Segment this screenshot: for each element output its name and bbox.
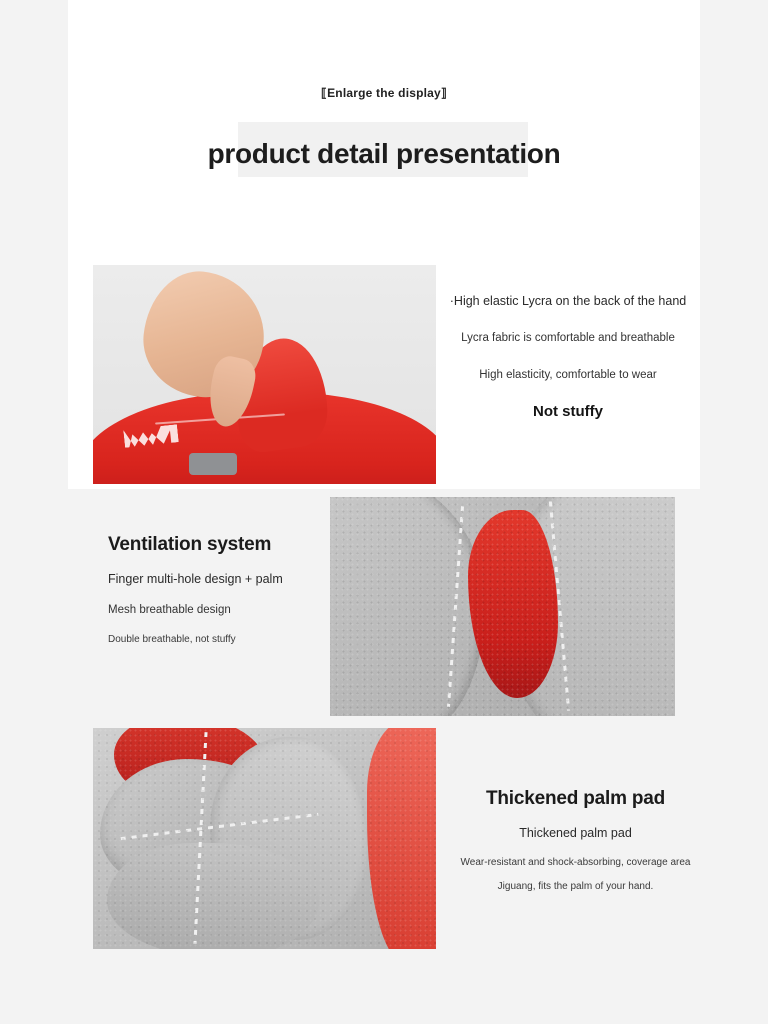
detail-sheet: [68, 0, 700, 1024]
thickened-palm-pad-closeup-photo: [93, 728, 436, 949]
ventilation-text-group: [108, 534, 323, 657]
lycra-line-1: ·High elastic Lycra on the back of the hand: [449, 294, 687, 308]
section-lycra-back: [68, 232, 700, 489]
lycra-highlight: Not stuffy: [533, 403, 603, 421]
palm-pad-text-group: [458, 788, 693, 904]
ventilation-heading: Ventilation system: [108, 534, 272, 555]
section-ventilation: [68, 489, 700, 723]
ventilation-line-2: Mesh breathable design: [108, 604, 231, 617]
hand-stretching-red-glove-back-photo: [93, 265, 436, 484]
lycra-line-2: Lycra fabric is comfortable and breathable: [461, 332, 675, 345]
palm-pad-heading: Thickened palm pad: [485, 788, 666, 809]
grey-suede-red-mesh-closeup-photo: [330, 497, 675, 716]
page-title: product detail presentation: [207, 138, 561, 169]
palm-pad-line-1: Thickened palm pad: [519, 826, 632, 840]
ventilation-line-1: Finger multi-hole design + palm: [108, 572, 283, 586]
palm-pad-line-2: Wear-resistant and shock-absorbing, coverage area: [460, 857, 691, 869]
ventilation-line-3: Double breathable, not stuffy: [108, 633, 236, 645]
lycra-text-group: [448, 292, 688, 420]
header-section: [68, 0, 700, 232]
lycra-line-3: High elasticity, comfortable to wear: [479, 368, 657, 381]
palm-pad-line-3: Jiguang, fits the palm of your hand.: [497, 881, 654, 893]
section-palm-pad: [68, 723, 700, 1024]
enlarge-display-note: ⟦Enlarge the display⟧: [320, 86, 448, 100]
